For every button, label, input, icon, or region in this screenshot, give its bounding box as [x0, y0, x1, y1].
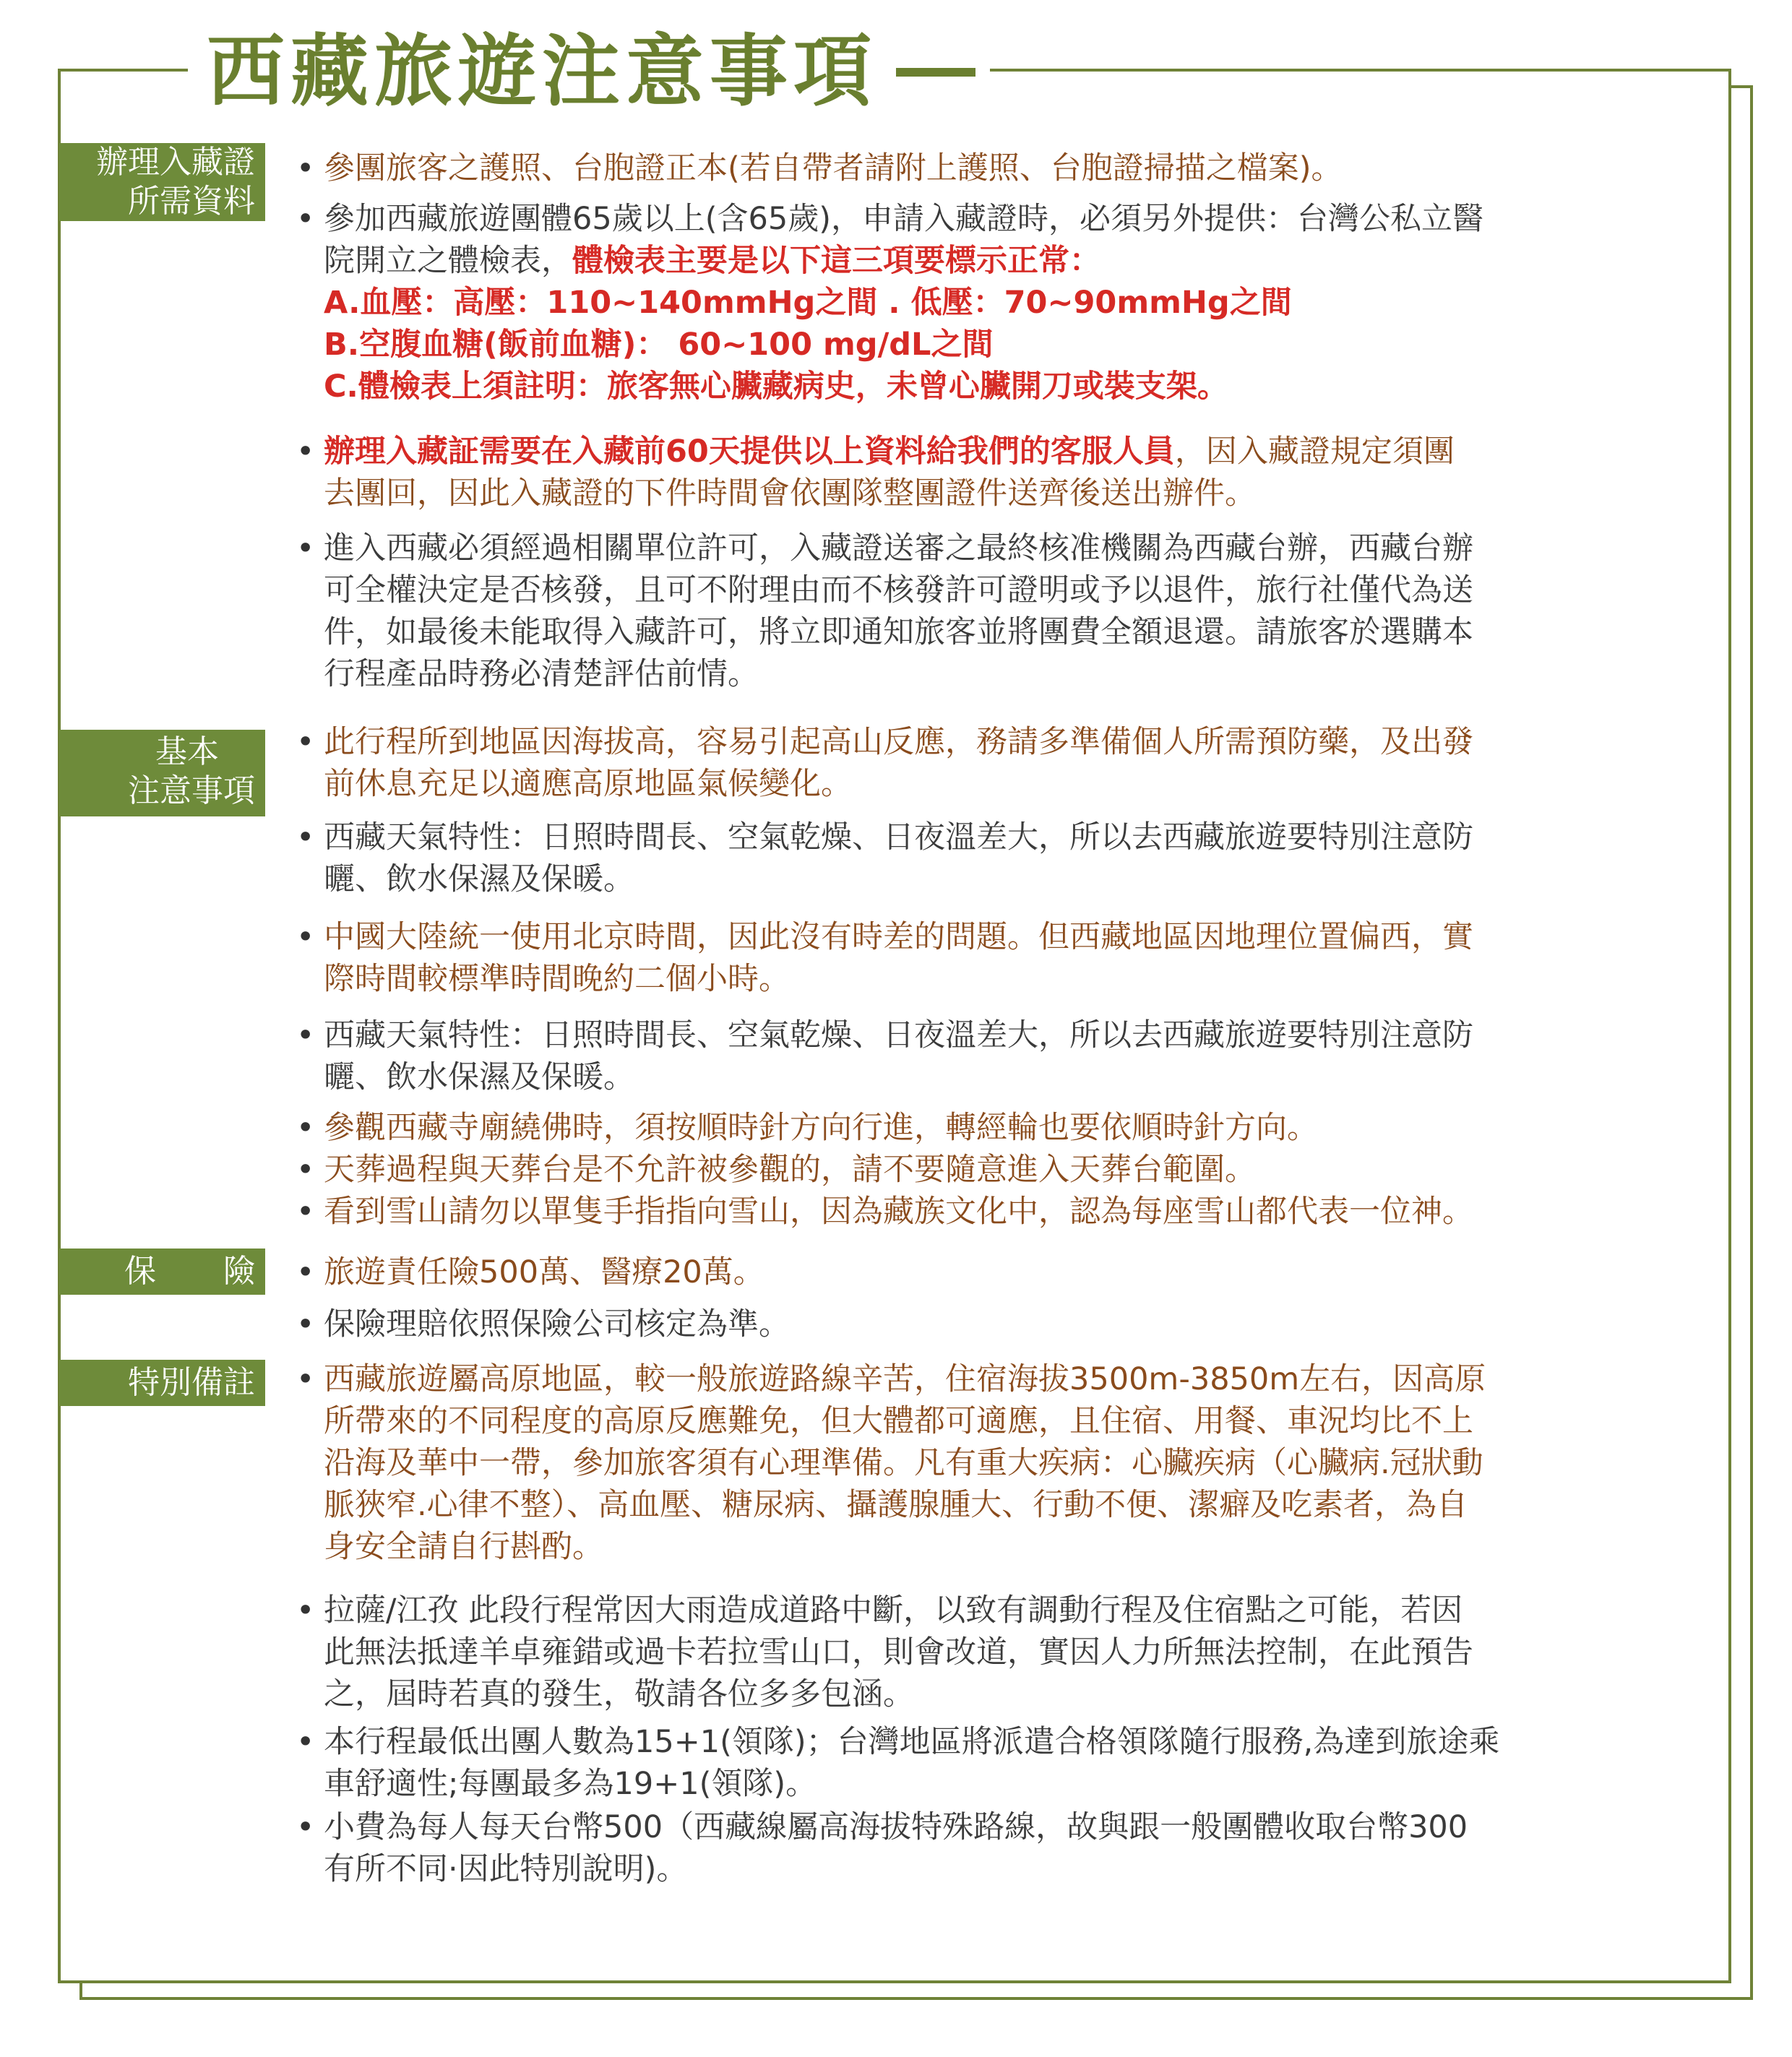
section-label-special-text: 特別備註	[128, 1364, 255, 1401]
item-line: 前休息充足以適應高原地區氣候變化。	[324, 766, 852, 802]
item-line-red: B.空腹血糖(飯前血糖)： 60~100 mg/dL之間	[324, 327, 994, 363]
section-label-insurance-char1: 保	[124, 1253, 156, 1290]
bullet-icon: •	[296, 1194, 315, 1230]
page-title: 西藏旅遊注意事項	[207, 27, 878, 117]
title-dash-decoration	[896, 68, 975, 77]
item-line-red: A.血壓：高壓：110~140mmHg之間 . 低壓：70~90mmHg之間	[324, 285, 1292, 321]
item-text-brown: ，因入藏證規定須團	[1174, 434, 1455, 470]
item-line: 西藏天氣特性：日照時間長、空氣乾燥、日夜溫差大，所以去西藏旅遊要特別注意防	[324, 1017, 1473, 1053]
section-label-basic-line2: 注意事項	[128, 772, 255, 809]
bullet-icon: •	[296, 724, 315, 760]
item-line: 此行程所到地區因海拔高，容易引起高山反應，務請多準備個人所需預防藥，及出發	[324, 724, 1473, 760]
bullet-icon: •	[296, 1724, 315, 1760]
item-line: 脈狹窄.心律不整）、高血壓、糖尿病、攝護腺腫大、行動不便、潔癖及吃素者，為自	[324, 1487, 1468, 1523]
section-label-insurance-text	[66, 1249, 255, 1295]
item-line: 天葬過程與天葬台是不允許被參觀的，請不要隨意進入天葬台範圍。	[324, 1152, 1256, 1188]
bullet-icon: •	[296, 201, 315, 237]
section-label-basic	[59, 730, 265, 816]
section-label-permit-line2: 所需資料	[128, 183, 255, 220]
item-line: 西藏旅遊屬高原地區，較一般旅遊路線辛苦，住宿海拔3500m-3850m左右，因高原	[324, 1361, 1486, 1397]
item-text-red: 辦理入藏証需要在入藏前60天提供以上資料給我們的客服人員	[324, 434, 1175, 470]
item-line: 沿海及華中一帶，參加旅客須有心理準備。凡有重大疾病：心臟疾病（心臟病.冠狀動	[324, 1445, 1483, 1481]
item-line: 件，如最後未能取得入藏許可，將立即通知旅客並將團費全額退還。請旅客於選購本	[324, 614, 1473, 650]
item-line-mixed	[324, 431, 1455, 473]
section-label-special	[59, 1360, 265, 1406]
item-line-mixed	[324, 240, 1483, 282]
bullet-icon: •	[296, 1809, 315, 1845]
bullet-icon: •	[296, 1110, 315, 1146]
item-line: 本行程最低出團人數為15+1(領隊)；台灣地區將派遣合格領隊隨行服務,為達到旅途乘	[324, 1724, 1500, 1760]
item-line: 參團旅客之護照、台胞證正本(若自帶者請附上護照、台胞證掃描之檔案)。	[324, 150, 1343, 186]
section-label-insurance	[59, 1249, 265, 1295]
item-line: 去團回，因此入藏證的下件時間會依團隊整團證件送齊後送出辦件。	[324, 475, 1256, 512]
bullet-icon: •	[296, 1017, 315, 1053]
item-line: 行程產品時務必清楚評估前情。	[324, 656, 759, 692]
bullet-icon: •	[296, 919, 315, 955]
item-line: 參加西藏旅遊團體65歲以上(含65歲)，申請入藏證時，必須另外提供：台灣公私立醫	[324, 201, 1483, 237]
item-line: 可全權決定是否核發，且可不附理由而不核發許可證明或予以退件，旅行社僅代為送	[324, 572, 1473, 608]
bullet-icon: •	[296, 1152, 315, 1188]
item-line: 旅遊責任險500萬、醫療20萬。	[324, 1254, 764, 1290]
bullet-icon: •	[296, 1306, 315, 1342]
item-text-gray: 院開立之體檢表，	[324, 243, 572, 279]
item-line: 之，屆時若真的發生，敬請各位多多包涵。	[324, 1676, 914, 1712]
item-line: 進入西藏必須經過相關單位許可，入藏證送審之最終核准機關為西藏台辦，西藏台辦	[324, 530, 1473, 566]
item-text-red: 體檢表主要是以下這三項要標示正常：	[572, 243, 1100, 279]
bullet-icon: •	[296, 1592, 315, 1629]
item-line: 曬、飲水保濕及保暖。	[324, 1059, 634, 1095]
section-label-permit-line1: 辦理入藏證	[96, 144, 255, 181]
section-label-permit	[59, 143, 265, 221]
section-label-basic-line1: 基本	[155, 733, 219, 770]
bullet-icon: •	[296, 1254, 315, 1290]
item-line: 保險理賠依照保險公司核定為準。	[324, 1306, 790, 1342]
item-line: 曬、飲水保濕及保暖。	[324, 861, 634, 897]
item-line: 看到雪山請勿以單隻手指指向雪山，因為藏族文化中，認為每座雪山都代表一位神。	[324, 1194, 1473, 1230]
item-line: 小費為每人每天台幣500（西藏線屬高海拔特殊路線，故與跟一般團體收取台幣300	[324, 1809, 1468, 1845]
title-block	[188, 18, 990, 126]
bullet-icon: •	[296, 434, 315, 470]
item-line: 此無法抵達羊卓雍錯或過卡若拉雪山口，則會改道，實因人力所無法控制，在此預告	[324, 1634, 1473, 1670]
item-line: 西藏天氣特性：日照時間長、空氣乾燥、日夜溫差大，所以去西藏旅遊要特別注意防	[324, 819, 1473, 855]
item-line: 有所不同·因此特別說明)。	[324, 1851, 688, 1887]
item-line: 車舒適性;每團最多為19+1(領隊)。	[324, 1766, 817, 1802]
item-line: 參觀西藏寺廟繞佛時，須按順時針方向行進，轉經輪也要依順時針方向。	[324, 1110, 1318, 1146]
item-line: 中國大陸統一使用北京時間，因此沒有時差的問題。但西藏地區因地理位置偏西，實	[324, 919, 1473, 955]
item-line: 身安全請自行斟酌。	[324, 1529, 603, 1565]
bullet-icon: •	[296, 150, 315, 186]
item-line: 所帶來的不同程度的高原反應難免，但大體都可適應，且住宿、用餐、車況均比不上	[324, 1403, 1473, 1439]
bullet-icon: •	[296, 1361, 315, 1397]
section-label-insurance-char2: 險	[223, 1253, 255, 1290]
item-line-red: C.體檢表上須註明：旅客無心臟藏病史，未曾心臟開刀或裝支架。	[324, 368, 1228, 405]
item-line: 拉薩/江孜 此段行程常因大雨造成道路中斷，以致有調動行程及住宿點之可能，若因	[324, 1592, 1463, 1629]
item-line: 際時間較標準時間晚約二個小時。	[324, 961, 790, 997]
bullet-icon: •	[296, 530, 315, 566]
bullet-icon: •	[296, 819, 315, 855]
